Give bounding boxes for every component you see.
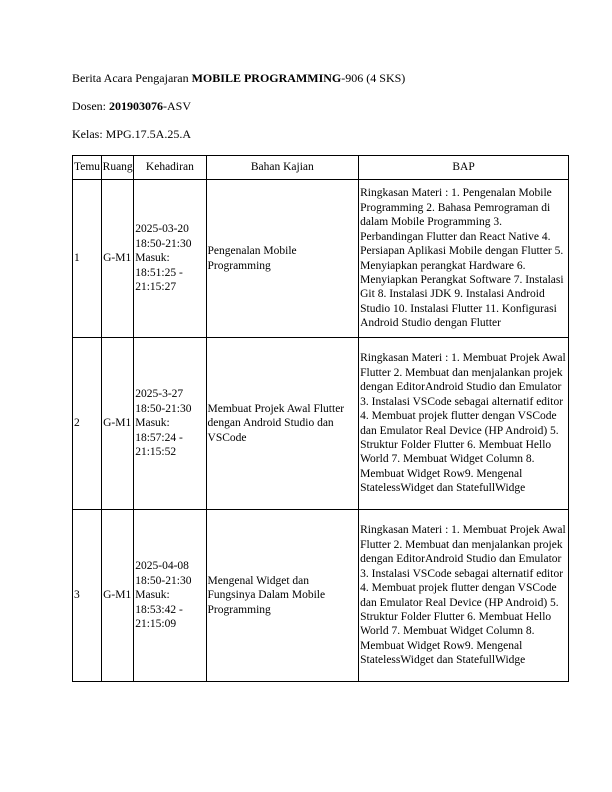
- session-date: 2025-03-20: [135, 223, 189, 236]
- class-line: Kelas: MPG.17.5A.25.A: [72, 127, 191, 141]
- attendance-table: [72, 155, 569, 682]
- col-header-bap: BAP: [359, 156, 569, 180]
- table-row: [73, 338, 569, 510]
- title-prefix: Berita Acara Pengajaran: [72, 71, 192, 85]
- cell-temu: 2: [73, 338, 102, 510]
- table-row: [73, 180, 569, 338]
- cell-bahan-kajian: Pengenalan Mobile Programming: [206, 180, 359, 338]
- cell-bap: Ringkasan Materi : 1. Membuat Projek Awal Flutter 2. Membuat dan menjalankan projek dengan EditorAndroid Studio dan Emulator 3. Instalasi VSCode sebagai alternatif editor 4. Membuat projek flutter dengan VSCode dan Emulator Real Device (HP Android) 5. Struktur Folder Flutter 6. Membuat Hello World 7. Membuat Widget Column 8. Membuat Widget Row9. Mengenal StatelessWidget dan StatefullWidge: [359, 510, 569, 682]
- cell-bahan-kajian: Membuat Projek Awal Flutter dengan Android Studio dan VSCode: [206, 338, 359, 510]
- session-time: 18:50-21:30: [135, 237, 192, 250]
- cell-bap: Ringkasan Materi : 1. Membuat Projek Awal Flutter 2. Membuat dan menjalankan projek dengan EditorAndroid Studio dan Emulator 3. Instalasi VSCode sebagai alternatif editor 4. Membuat projek flutter dengan VSCode dan Emulator Real Device (HP Android) 5. Struktur Folder Flutter 6. Membuat Hello World 7. Membuat Widget Column 8. Membuat Widget Row9. Mengenal StatelessWidget dan StatefullWidge: [359, 338, 569, 510]
- cell-kehadiran: [134, 510, 206, 682]
- course-name: MOBILE PROGRAMMING: [191, 71, 342, 85]
- cell-ruang: G-M1: [102, 180, 134, 338]
- checkin-label: Masuk:: [135, 417, 170, 430]
- session-time: 18:50-21:30: [135, 574, 192, 587]
- cell-kehadiran: [134, 338, 206, 510]
- cell-temu: 3: [73, 510, 102, 682]
- cell-bap: Ringkasan Materi : 1. Pengenalan Mobile Programming 2. Bahasa Pemrograman di dalam Mobile Programming 3. Perbandingan Flutter dan React Native 4. Persiapan Aplikasi Mobile dengan Flutter 5. Menyiapkan perangkat Hardware 6. Menyiapkan Perangkat Software 7. Instalasi Git 8. Instalasi JDK 9. Instalasi Android Studio 10. Instalasi Flutter 11. Konfigurasi Android Studio dengan Flutter: [359, 180, 569, 338]
- col-header-bahan-kajian: Bahan Kajian: [206, 156, 359, 180]
- checkin-label: Masuk:: [135, 589, 170, 602]
- session-date: 2025-04-08: [135, 560, 189, 573]
- cell-bahan-kajian: Mengenal Widget dan Fungsinya Dalam Mobile Programming: [206, 510, 359, 682]
- col-header-kehadiran: Kehadiran: [134, 156, 206, 180]
- lecturer-id: 201903076: [109, 99, 163, 113]
- col-header-ruang: Ruang: [102, 156, 134, 180]
- lecturer-suffix: -ASV: [163, 99, 192, 113]
- cell-temu: 1: [73, 180, 102, 338]
- checkin-time: 18:53:42 - 21:15:09: [135, 603, 183, 631]
- title-suffix: -906 (4 SKS): [341, 71, 406, 85]
- cell-ruang: G-M1: [102, 510, 134, 682]
- cell-kehadiran: [134, 180, 206, 338]
- table-header-row: [73, 156, 569, 180]
- lecturer-line: [72, 99, 191, 114]
- lecturer-label: Dosen:: [72, 99, 109, 113]
- cell-ruang: G-M1: [102, 338, 134, 510]
- table-row: [73, 510, 569, 682]
- col-header-temu: Temu: [73, 156, 102, 180]
- session-date: 2025-3-27: [135, 388, 184, 401]
- checkin-time: 18:57:24 - 21:15:52: [135, 431, 183, 459]
- report-title: [72, 71, 405, 86]
- checkin-time: 18:51:25 - 21:15:27: [135, 266, 183, 294]
- checkin-label: Masuk:: [135, 252, 170, 265]
- session-time: 18:50-21:30: [135, 402, 192, 415]
